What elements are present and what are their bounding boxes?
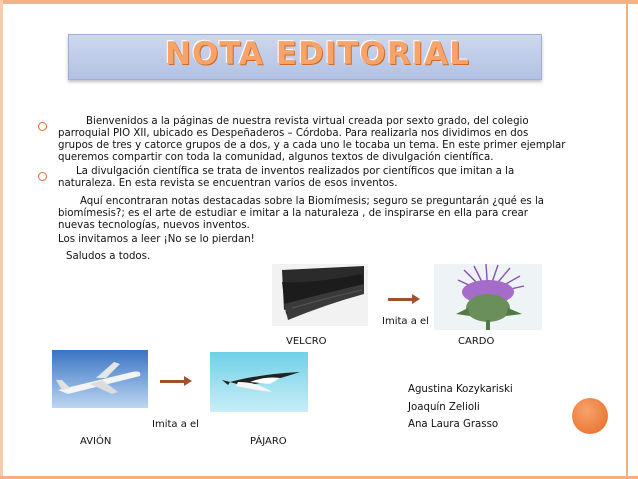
paragraph-line: parroquial PIO XII, ubicado es Despeñaderos – Córdoba. Para realizarla nos dividimos en dos xyxy=(58,128,529,139)
paragraph-line: naturaleza. En esta revista se encuentran varios de esos inventos. xyxy=(58,178,398,189)
thistle-image xyxy=(434,264,542,330)
velcro-image xyxy=(272,264,368,326)
caption-imita-top: Imita a el xyxy=(382,316,429,327)
arrow-head-icon xyxy=(184,376,192,386)
caption-avion: AVIÓN xyxy=(80,436,112,447)
arrow-icon xyxy=(160,380,186,383)
author-name: Ana Laura Grasso xyxy=(408,419,499,430)
paragraph-intro xyxy=(58,116,566,164)
arrow-icon xyxy=(388,298,414,301)
paragraph-line: grupos de tres y catorce grupos de a dos, y a cada uno le tocaba un tema. En este primer ejemplar xyxy=(58,140,566,151)
greeting-text: Saludos a todos. xyxy=(66,251,151,262)
invite-text: Los invitamos a leer ¡No se lo pierdan! xyxy=(58,234,255,245)
bullet-icon xyxy=(38,122,47,131)
paragraph-biomimesis xyxy=(58,196,545,232)
caption-imita-bottom: Imita a el xyxy=(152,419,199,430)
page-title: NOTA EDITORIAL xyxy=(165,36,470,72)
bird-image xyxy=(210,352,308,412)
paragraph-line: queremos compartir con toda la comunidad, algunos textos de divulgación científica. xyxy=(58,152,494,163)
caption-velcro: VELCRO xyxy=(286,336,327,347)
paragraph-line: biomímesis?; es el arte de estudiar e imitar a la naturaleza , de inspirarse en ella para crear xyxy=(58,208,528,219)
frame-top-border xyxy=(0,0,638,4)
frame-right-border xyxy=(626,0,628,479)
paragraph-divulgacion xyxy=(58,166,546,190)
paragraph-line: La divulgación científica se trata de inventos realizados por científicos que imitan a la xyxy=(76,166,515,177)
frame-left-border xyxy=(0,0,3,479)
bullet-icon xyxy=(38,172,47,181)
paragraph-line: Bienvenidos a la páginas de nuestra revista virtual creada por sexto grado, del colegio xyxy=(86,116,529,127)
decorative-orange-circle xyxy=(572,398,608,434)
author-name: Joaquín Zelioli xyxy=(408,402,480,413)
caption-cardo: CARDO xyxy=(458,336,495,347)
caption-pajaro: PÁJARO xyxy=(250,436,287,447)
author-name: Agustina Kozykariski xyxy=(408,384,513,395)
airplane-image xyxy=(52,350,148,408)
paragraph-line: Aquí encontraran notas destacadas sobre la Biomímesis; seguro se preguntarán ¿qué es la xyxy=(80,196,545,207)
paragraph-line: nuevas tecnologías, nuevos inventos. xyxy=(58,220,250,231)
arrow-head-icon xyxy=(412,294,420,304)
